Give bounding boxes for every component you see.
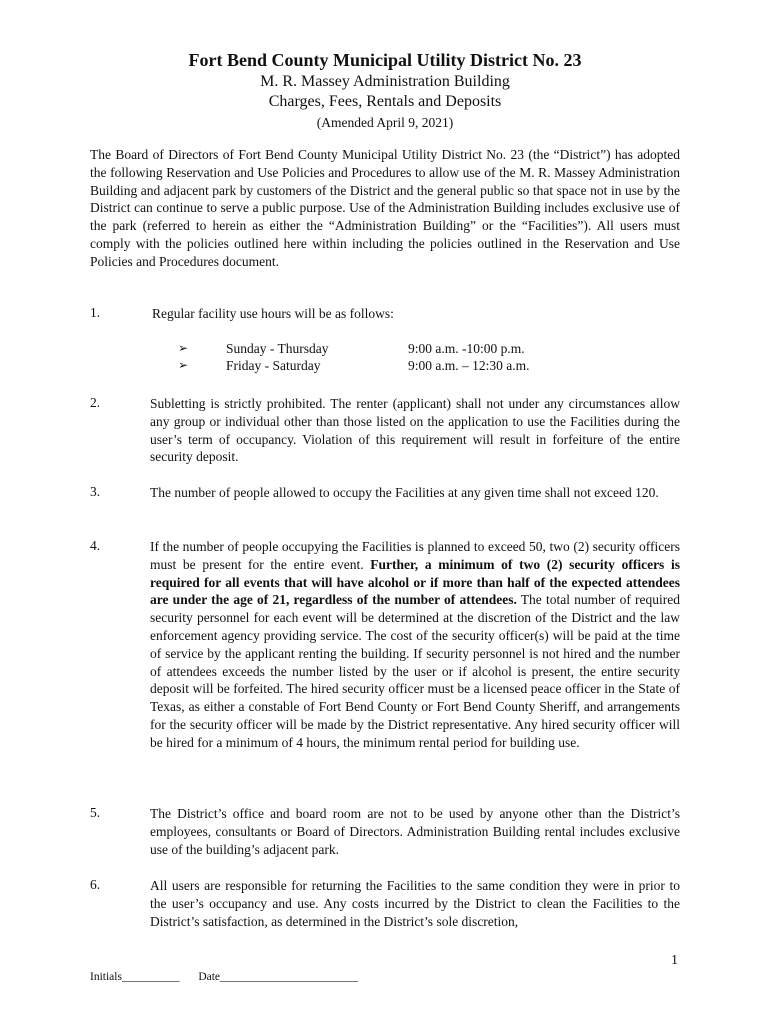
arrow-bullet-icon: ➢ [178,358,189,372]
item-number: 2. [90,395,101,410]
document-subtitle-2: Charges, Fees, Rentals and Deposits [268,93,502,110]
hours-time: 9:00 a.m. -10:00 p.m. [408,341,525,356]
item-number: 3. [90,484,101,499]
document-subtitle: M. R. Massey Administration Building [260,73,510,90]
item-text-part: If the number of people occupying the Facilities is planned to exceed 50, two (2) security officers must be present for the entire event. [150,539,680,572]
item-text-part: The total number of required security personnel for each event will be determined at the discretion of the District and the law enforcement agency providing service. The cost of the security officer(s) will be paid at the time of service by the applicant renting the building. If security personnel is not hired and the number of attendees exceeds the number listed by the user or if alcohol is present, the entire security deposit will be forfeited. The hired security officer must be a licensed peace officer in the State of Texas, as either a constable of Fort Bend County or Fort Bend County Sheriff, and arrangements for the security officer will be made by the District representative. Any hired security officer will be hired for a minimum of 4 hours, the minimum rental period for building use. [150,592,680,750]
item-number: 5. [90,805,101,820]
item-text: All users are responsible for returning the Facilities to the same condition they were in prior to the user’s occupancy and use. Any costs incurred by the District to clean the Facilities to the District’s satisfaction, as determined in the District’s sole discretion, [150,878,680,929]
hours-days: Friday - Saturday [226,358,321,373]
amended-date: (Amended April 9, 2021) [316,115,454,130]
item-text: The number of people allowed to occupy the Facilities at any given time shall not exceed 120. [150,485,659,500]
initials-line: Initials__________ [90,971,180,983]
hours-time: 9:00 a.m. – 12:30 a.m. [408,358,530,373]
arrow-bullet-icon: ➢ [178,341,189,355]
hours-days: Sunday - Thursday [226,341,329,356]
item-number: 1. [90,305,101,320]
intro-paragraph: The Board of Directors of Fort Bend County Municipal Utility District No. 23 (the “District”) has adopted the following Reservation and Use Policies and Procedures to allow use of the M. R. Massey Administration Building and adjacent park by customers of the District and the general public so that space not in use by the District can continue to serve a public purpose. Use of the Administration Building includes exclusive use of the park (referred to herein as either the “Administration Building” or the “Facilities”). All users must comply with the policies outlined here within including the policies outlined in the Reservation and Use Policies and Procedures document. [90,147,680,269]
item-text-bold: Further, a minimum of two (2) security officers is required for all events that will have alcohol or if more than half of the expected attendees are under the age of 21, regardless of the number of attendees. [150,556,680,608]
item-text: The District’s office and board room are not to be used by anyone other than the District’s employees, consultants or Board of Directors. Administration Building rental includes exclusive use of the building’s adjacent park. [150,806,680,857]
item-number: 4. [90,538,101,553]
item-number: 6. [90,877,101,892]
document-title: Fort Bend County Municipal Utility District No. 23 [188,50,582,70]
item-text: Subletting is strictly prohibited. The renter (applicant) shall not under any circumstances allow any group or individual other than those listed on the application to use the Facilities during the user’s term of occupancy. Violation of this requirement will result in forfeiture of the entire security deposit. [150,396,680,465]
page-number: 1 [671,953,678,968]
item-text: Regular facility use hours will be as follows: [152,306,394,321]
item-text [150,538,680,752]
date-line: Date________________________ [198,971,359,983]
footer-signature-line [90,971,374,983]
